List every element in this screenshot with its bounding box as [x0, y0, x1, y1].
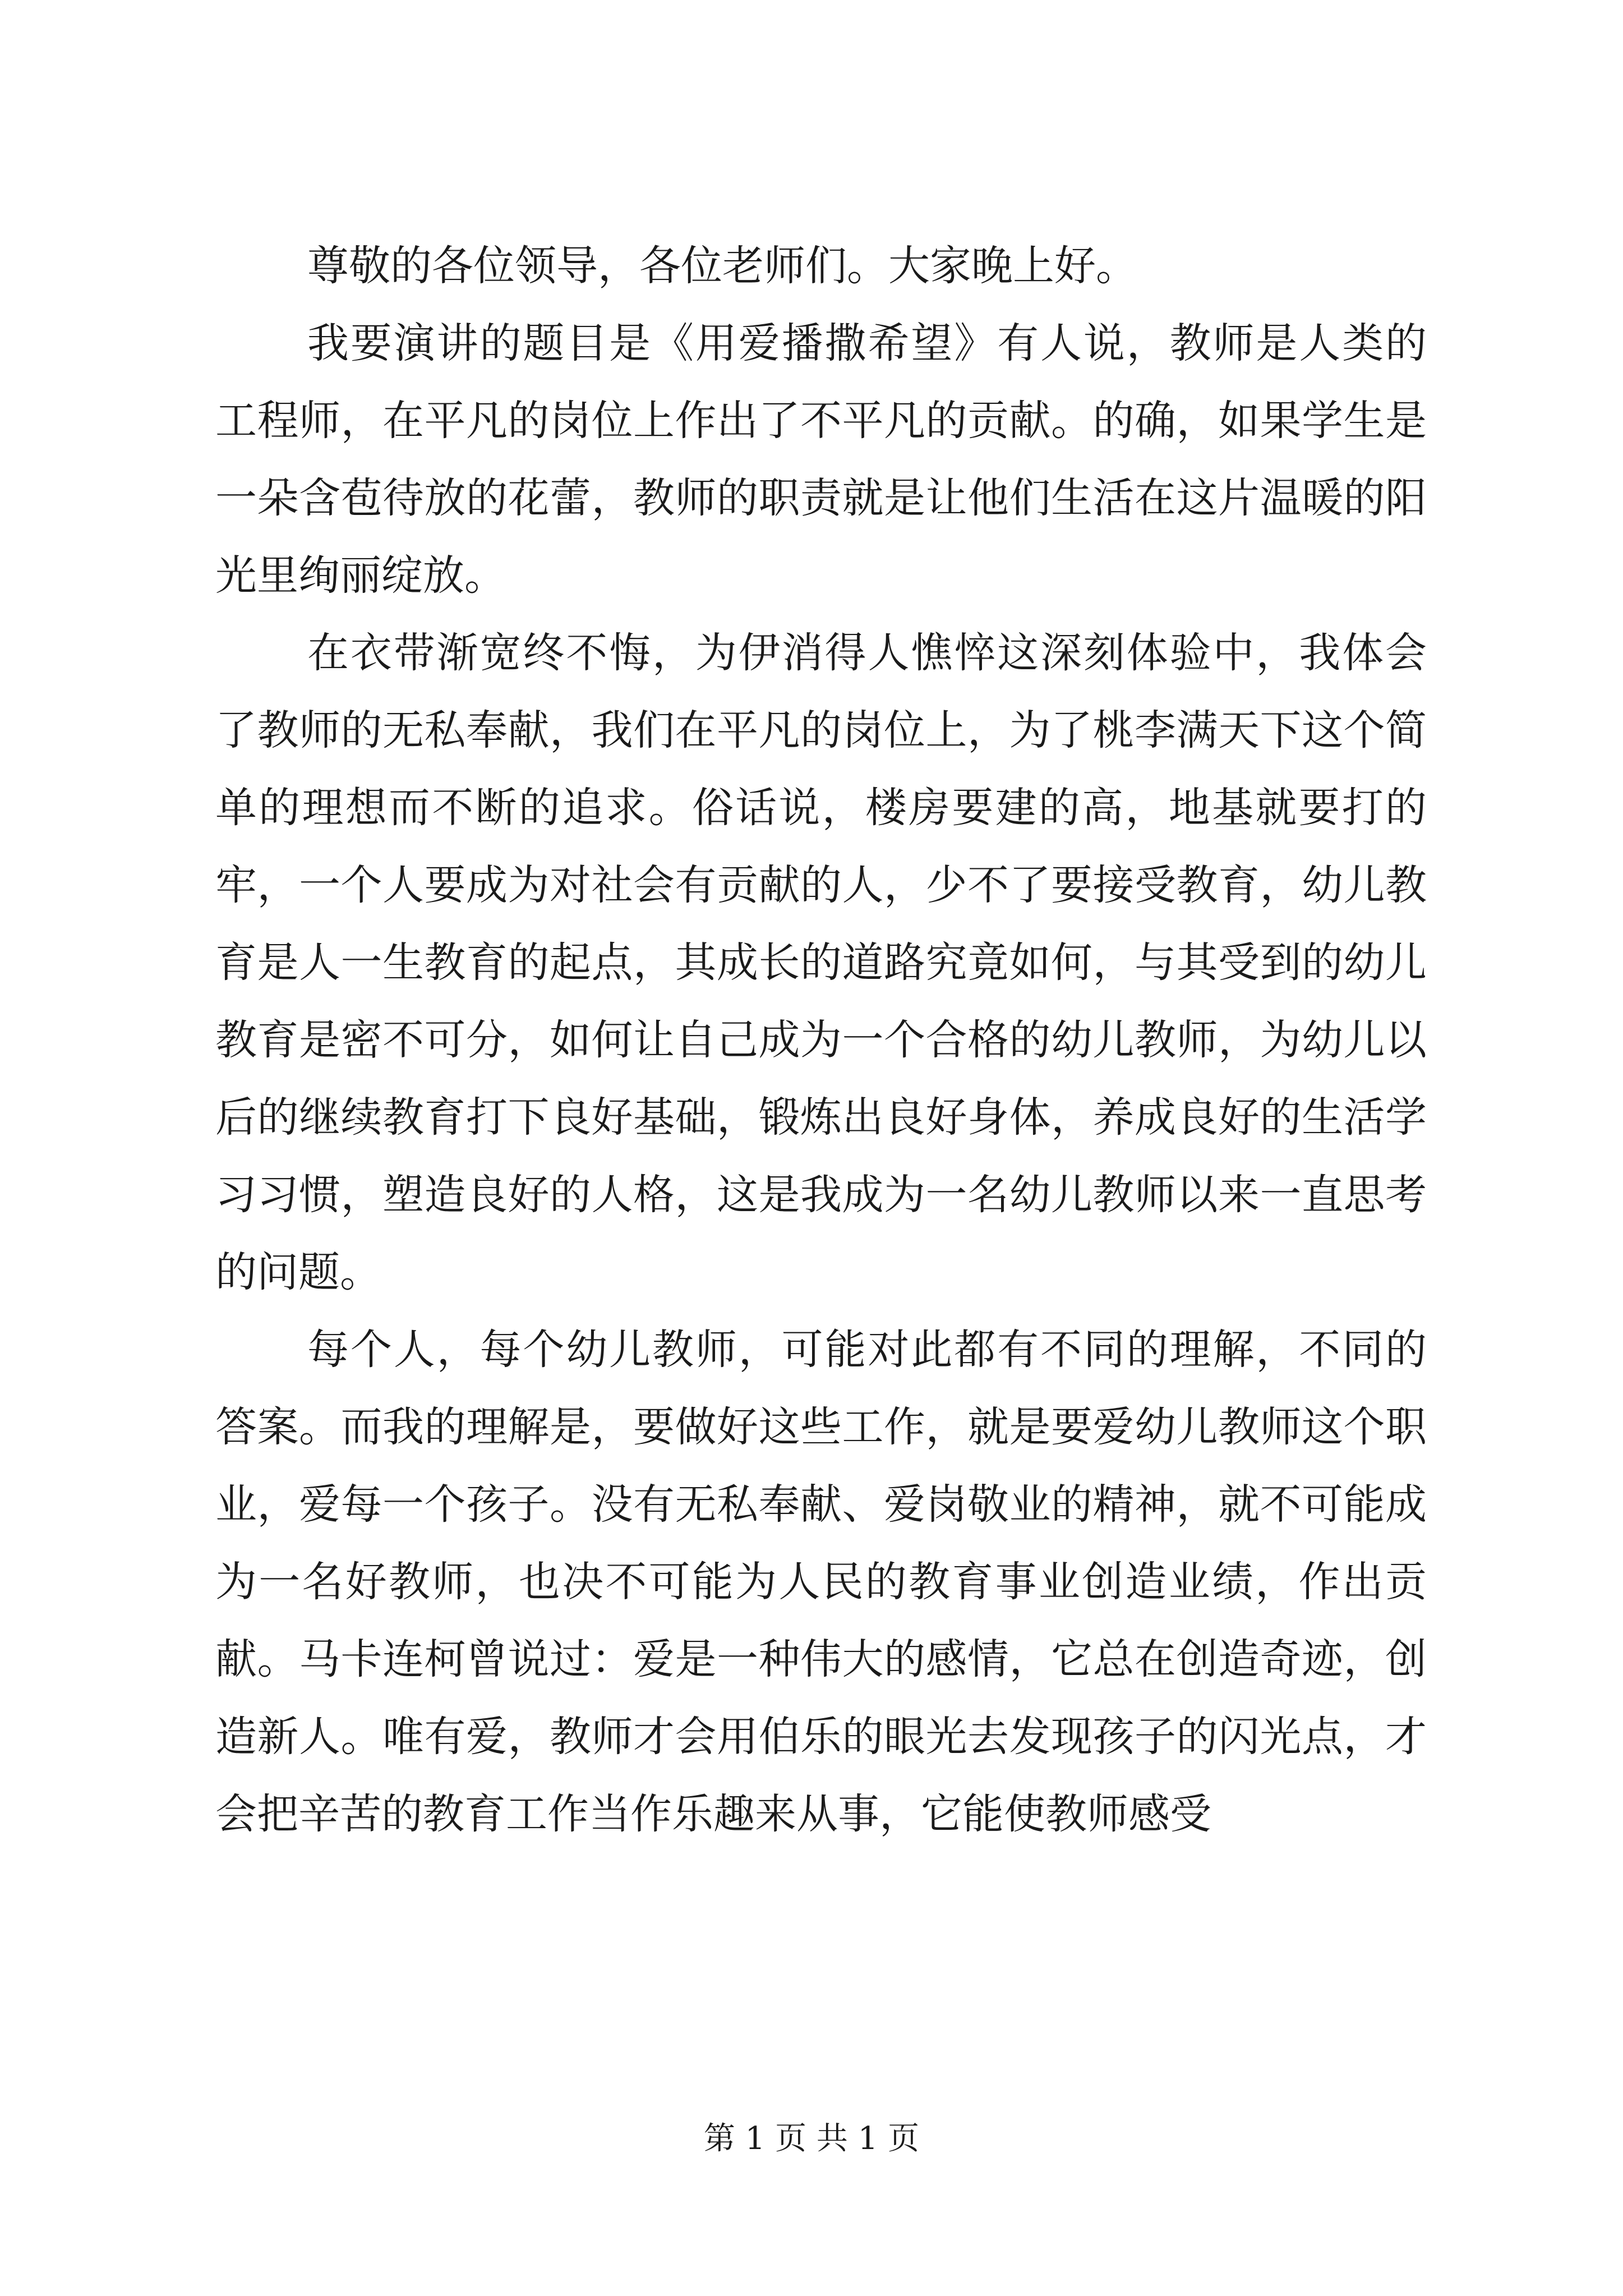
page-footer: 第 1 页 共 1 页: [703, 2120, 920, 2157]
paragraph-dedication: 在衣带渐宽终不悔，为伊消得人憔悴这深刻体验中，我体会了教师的无私奉献，我们在平凡的岗位上，为了桃李满天下这个简单的理想而不断的追求。俗话说，楼房要建的高，地基就要打的牢，一个人要成为对社会有贡献的人，少不了要接受教育，幼儿教育是人一生教育的起点，其成长的道路究竟如何，与其受到的幼儿教育是密不可分，如何让自己成为一个合格的幼儿教师，为幼儿以后的继续教育打下良好基础，锻炼出良好身体，养成良好的生活学习习惯，塑造良好的人格，这是我成为一名幼儿教师以来一直思考的问题。: [215, 629, 1427, 1296]
paragraph-topic: 我要演讲的题目是《用爱播撒希望》有人说，教师是人类的工程师，在平凡的岗位上作出了不平凡的贡献。的确，如果学生是一朵含苞待放的花蕾，教师的职责就是让他们生活在这片温暖的阳光里绚丽绽放。: [215, 319, 1427, 600]
paragraph-greeting: 尊敬的各位领导，各位老师们。大家晚上好。: [307, 242, 1137, 290]
paragraph-love: 每个人，每个幼儿教师，可能对此都有不同的理解，不同的答案。而我的理解是，要做好这些工作，就是要爱幼儿教师这个职业，爱每一个孩子。没有无私奉献、爱岗敬业的精神，就不可能成为一名好教师，也决不可能为人民的教育事业创造业绩，作出贡献。马卡连柯曾说过：爱是一种伟大的感情，它总在创造奇迹，创造新人。唯有爱，教师才会用伯乐的眼光去发现孩子的闪光点，才会把辛苦的教育工作当作乐趣来从事，它能使教师感受: [215, 1326, 1427, 1838]
body-text: [215, 227, 1427, 1853]
